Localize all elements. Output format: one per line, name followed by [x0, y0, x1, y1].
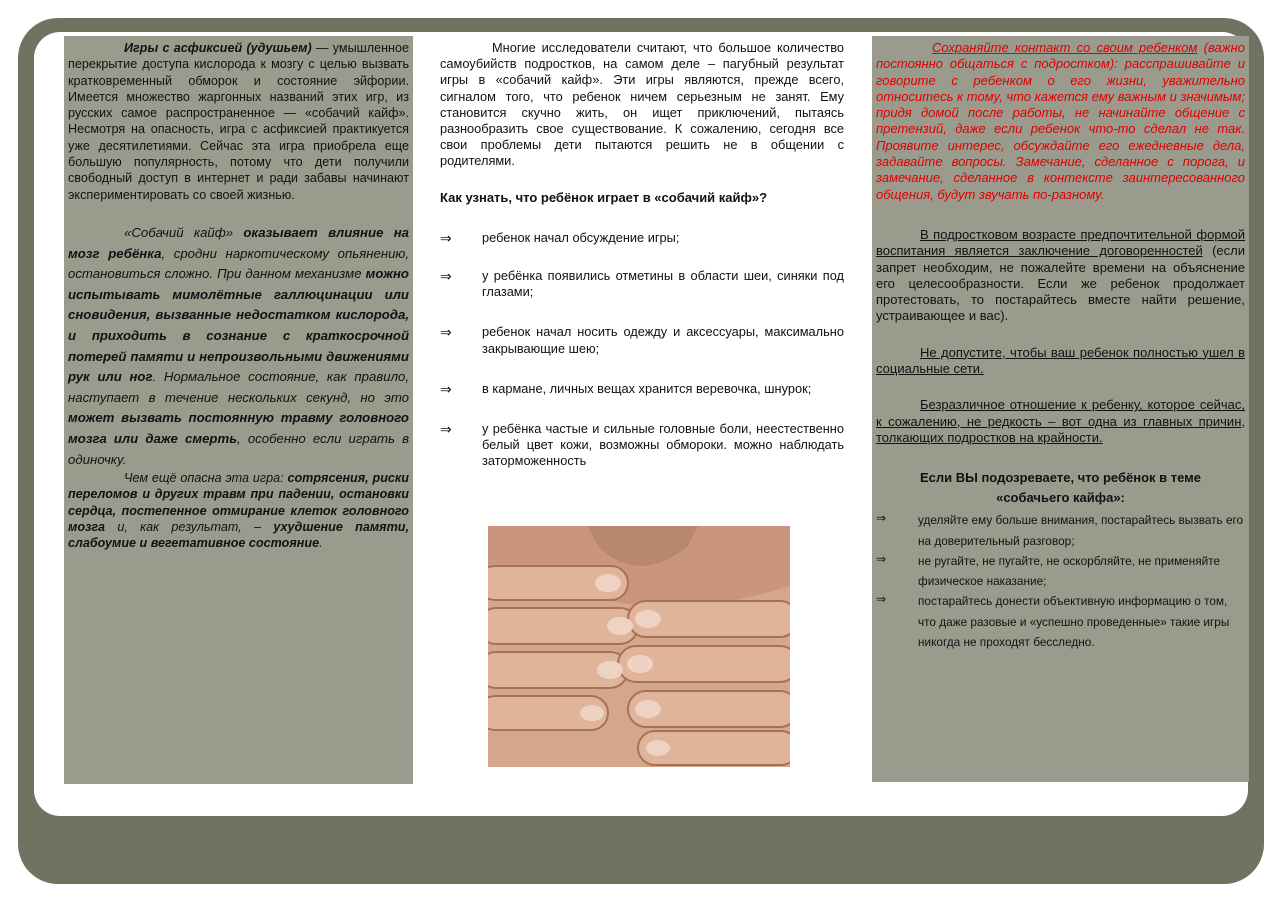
- list-item: [876, 551, 1245, 592]
- arrow-icon: ⇒: [876, 592, 887, 607]
- hands-on-neck-photo: [488, 526, 790, 767]
- arrow-icon: ⇒: [440, 380, 452, 397]
- list-item-text: в кармане, личных вещах хранится веревочка, шнурок;: [482, 380, 812, 396]
- list-item: [440, 421, 844, 470]
- list-item: [440, 324, 844, 356]
- danger-lead: Чем ещё опасна эта игра:: [124, 471, 288, 486]
- right-panel: [872, 36, 1249, 782]
- suspect-heading: Если ВЫ подозреваете, что ребёнок в теме «собачьего кайфа»:: [919, 470, 1202, 506]
- list-item-text: постарайтесь донести объективную информацию о том, что даже разовые и «успешно проведенные» такие игры никогда не проходят бесследно.: [918, 594, 1230, 650]
- photo-illustration: [488, 526, 790, 767]
- effects-term: «Собачий кайф»: [124, 224, 234, 240]
- arrow-icon: ⇒: [876, 551, 887, 566]
- left-panel: [64, 36, 413, 784]
- signs-heading: Как узнать, что ребёнок играет в «собачий кайф»?: [440, 189, 768, 205]
- middle-column: [440, 40, 844, 470]
- arrow-icon: ⇒: [440, 268, 452, 285]
- tips-list: [876, 510, 1245, 652]
- asphyxia-paragraph: [68, 40, 409, 203]
- asphyxia-text: — умышленное перекрытие доступа кислорода к мозгу с целью вызвать кратковременный обморок и состояние эйфории. Имеется множество жаргонных названий этих игр, из русских самое распространенное — «собачий кайф». Несмотря на опасность, игра с асфиксией практикуется уже десятилетиями. Сейчас эта игра приобрела еще большую популярность, потому что дети получили свободный доступ в интернет и ради забавы начинают экспериментировать со своей жизнью.: [68, 41, 409, 202]
- arrow-icon: ⇒: [440, 421, 452, 438]
- effects-bold-2: можно испытывать мимолётные галлюцинации или сновидения, вызванные недостатком кислорода, и приходить в сознание с краткосрочной потерей памяти и непроизвольными движениями рук или ног: [68, 266, 409, 385]
- danger-bold-1: сотрясения, риски переломов и других травм при падении, остановки сердца, постепенное отмирание клеток головного мозга: [68, 471, 409, 534]
- contact-paragraph: [876, 40, 1245, 203]
- list-item: [440, 230, 844, 246]
- list-item-text: не ругайте, не пугайте, не оскорбляйте, не применяйте физическое наказание;: [918, 553, 1221, 589]
- danger-text: и, как результат, –: [105, 519, 274, 534]
- signs-list: [440, 230, 844, 470]
- list-item-text: ребенок начал обсуждение игры;: [482, 229, 680, 245]
- effects-paragraph: [68, 223, 409, 470]
- list-item-text: у ребёнка появились отметины в области шеи, синяки под глазами;: [482, 268, 844, 300]
- effects-bold-1: оказывает влияние на мозг ребёнка: [68, 224, 409, 261]
- list-item-text: у ребёнка частые и сильные головные боли, неестественно белый цвет кожи, возможны обмороки. можно наблюдать заторможенность: [482, 421, 844, 469]
- social-networks-paragraph: Не допустите, чтобы ваш ребенок полностью ушел в социальные сети.: [876, 344, 1245, 377]
- indifference-paragraph: Безразличное отношение к ребенку, которое сейчас, к сожалению, не редкость – вот одна из главных причин, толкающих подростков на крайности.: [876, 397, 1245, 445]
- list-item-text: ребенок начал носить одежду и аксессуары, максимально закрывающие шею;: [482, 324, 844, 356]
- contact-heading: Сохраняйте контакт со своим ребенком: [932, 40, 1198, 55]
- intro-paragraph: Многие исследователи считают, что большое количество самоубийств подростков, на самом деле – пагубный результат игры в «собачий кайф». Эти игры являются, прежде всего, сигналом того, что ребенок ничем серьезным не занят. Ему становится скучно жить, он ищет приключений, пытаясь разнообразить свое существование. К сожалению, сегодня все свои проблемы дети пытаются решить не в общении с родителями.: [440, 40, 844, 169]
- effects-text-2: . Нормальное состояние, как правило, наступает в течение нескольких секунд, но это: [68, 369, 409, 405]
- asphyxia-term: Игры с асфиксией (удушьем): [124, 41, 312, 55]
- agreements-heading: В подростковом возрасте предпочтительной формой воспитания является заключение договоренностей: [876, 226, 1245, 259]
- list-item: [440, 381, 844, 397]
- danger-end: .: [319, 536, 323, 551]
- danger-paragraph: [68, 470, 409, 551]
- arrow-icon: ⇒: [440, 229, 452, 246]
- effects-bold-3: может вызвать постоянную травму головного мозга или даже смерть: [68, 410, 409, 446]
- list-item: [876, 591, 1245, 652]
- agreements-text: (если запрет необходим, не пожалейте времени на объяснение его целесообразности. Если же ребенок продолжает протестовать, то постарайтесь вместе найти решение, устраивающее и вас).: [876, 243, 1245, 324]
- effects-text-1: , сродни наркотическому опьянению, остановиться сложно. При данном механизме: [68, 245, 410, 282]
- arrow-icon: ⇒: [876, 511, 887, 526]
- arrow-icon: ⇒: [440, 324, 452, 341]
- list-item-text: уделяйте ему больше внимания, постарайтесь вызвать его на доверительный разговор;: [918, 513, 1244, 548]
- danger-bold-2: ухудшение памяти, слабоумие и вегетативное состояние: [68, 519, 409, 551]
- contact-text: (важно постоянно общаться с подростком): расспрашивайте и говорите с ребенком о его жизни, уважительно относитесь к тому, что кажется ему важным и значимым; придя домой после работы, не начинайте общение с претензий, даже если ребенок что-то сделал не так. Проявите интерес, обсуждайте его ежедневные дела, задавайте вопросы. Замечание, сделанное с порога, и замечание, сделанное в контексте заинтересованного общения, будут звучать по-разному.: [876, 40, 1246, 202]
- list-item: [440, 268, 844, 300]
- list-item: [876, 510, 1245, 551]
- agreements-paragraph: [876, 227, 1245, 325]
- effects-text-3: , особенно если играть в одиночку.: [68, 430, 409, 467]
